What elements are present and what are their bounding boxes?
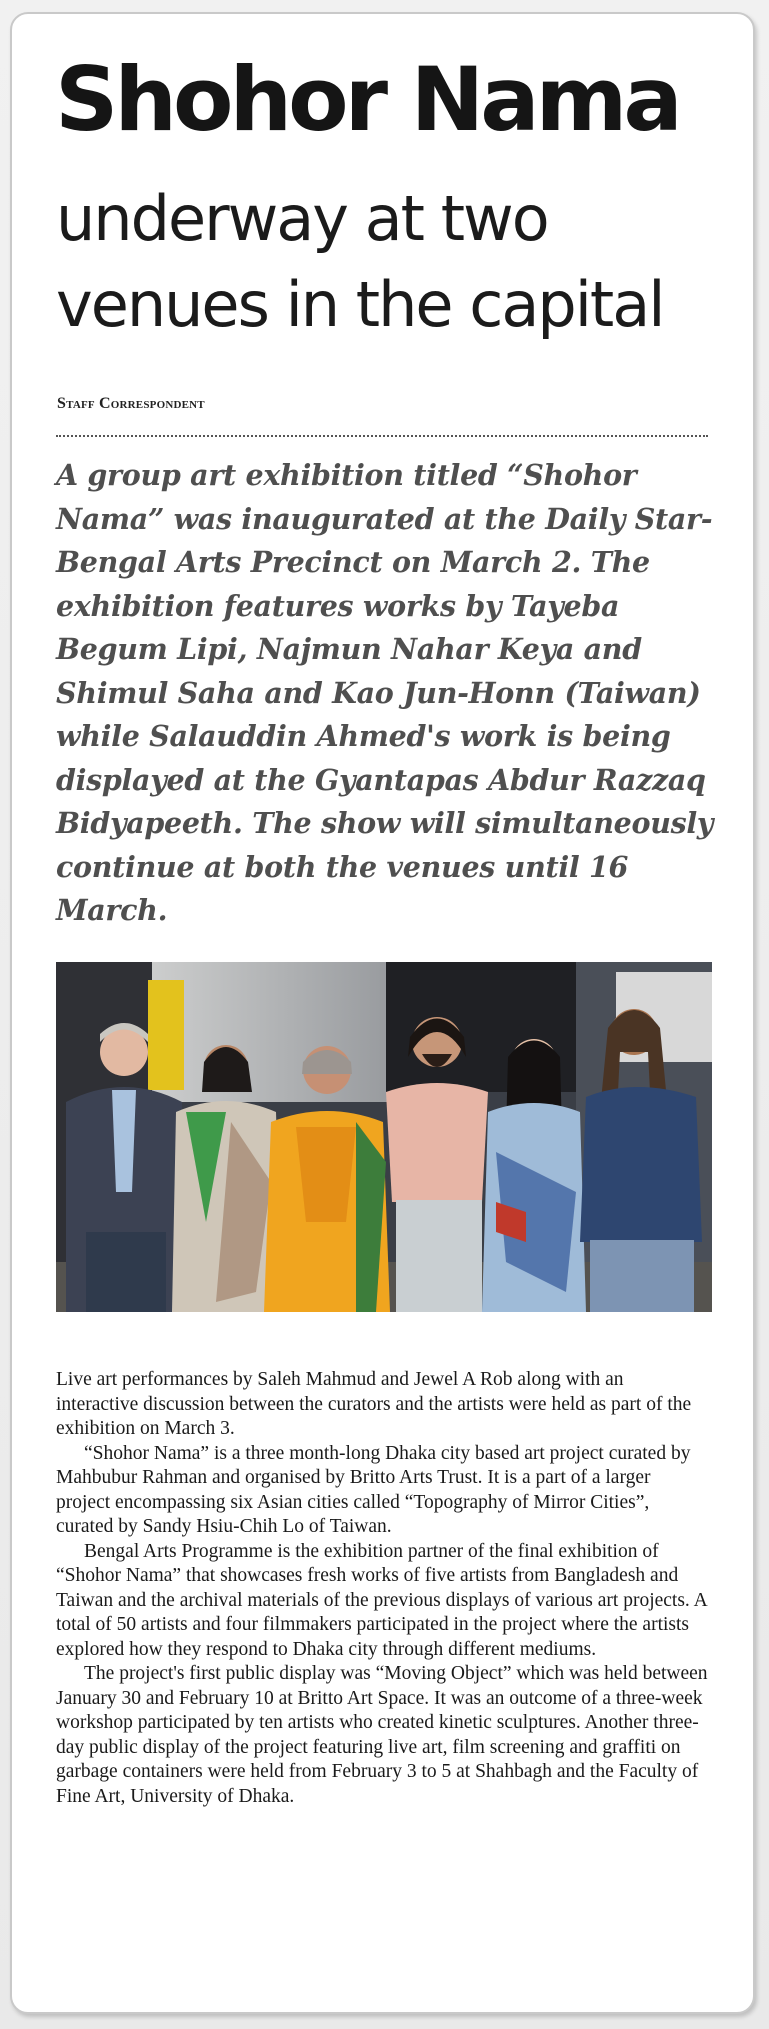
byline: Staff Correspondent xyxy=(57,395,205,412)
dotted-divider xyxy=(56,435,708,437)
subheadline-line-1: underway at two xyxy=(56,182,548,255)
intro-paragraph: A group art exhibition titled “Shohor Nama” was inaugurated at the Daily Star-Bengal Arts Precinct on March 2. The exhibition features works by Tayeba Begum Lipi, Najmun Nahar Keya and Shimul Saha and Kao Jun-Honn (Taiwan) while Salauddin Ahmed's work is being displayed at the Gyantapas Abdur Razzaq Bidyapeeth. The show will simultaneously continue at both the venues until 16 March. xyxy=(56,458,714,927)
group-photo-illustration xyxy=(56,962,712,1312)
event-photo xyxy=(56,962,712,1312)
subheadline xyxy=(56,176,716,348)
body-paragraph-4: The project's first public display was “Moving Object” which was held between January 30 and February 10 at Britto Art Space. It was an outcome of a three-week workshop participated by ten artists who created kinetic sculptures. Another three-day public display of the project featuring live art, film screening and graffiti on garbage containers were held from February 3 to 5 at Shahbagh and the Faculty of Fine Art, University of Dhaka. xyxy=(56,1663,708,1807)
body-paragraph-3: Bengal Arts Programme is the exhibition partner of the final exhibition of “Shohor Nama” that showcases fresh works of five artists from Bangladesh and Taiwan and the archival materials of the previous displays of various art projects. A total of 50 artists and four filmmakers participated in the project where the artists explored how they respond to Dhaka city through different mediums. xyxy=(56,1540,707,1660)
body-paragraph-2: “Shohor Nama” is a three month-long Dhaka city based art project curated by Mahbubur Rahman and organised by Britto Arts Trust. It is a part of a larger project encompassing six Asian cities called “Topography of Mirror Cities”, curated by Sandy Hsiu-Chih Lo of Taiwan. xyxy=(56,1442,691,1537)
body-paragraph-1: Live art performances by Saleh Mahmud and Jewel A Rob along with an interactive discussion between the curators and the artists were held as part of the exhibition on March 3. xyxy=(56,1369,692,1439)
article-body xyxy=(56,1368,708,1809)
subheadline-line-2: venues in the capital xyxy=(56,268,664,341)
headline: Shohor Nama xyxy=(55,48,679,151)
